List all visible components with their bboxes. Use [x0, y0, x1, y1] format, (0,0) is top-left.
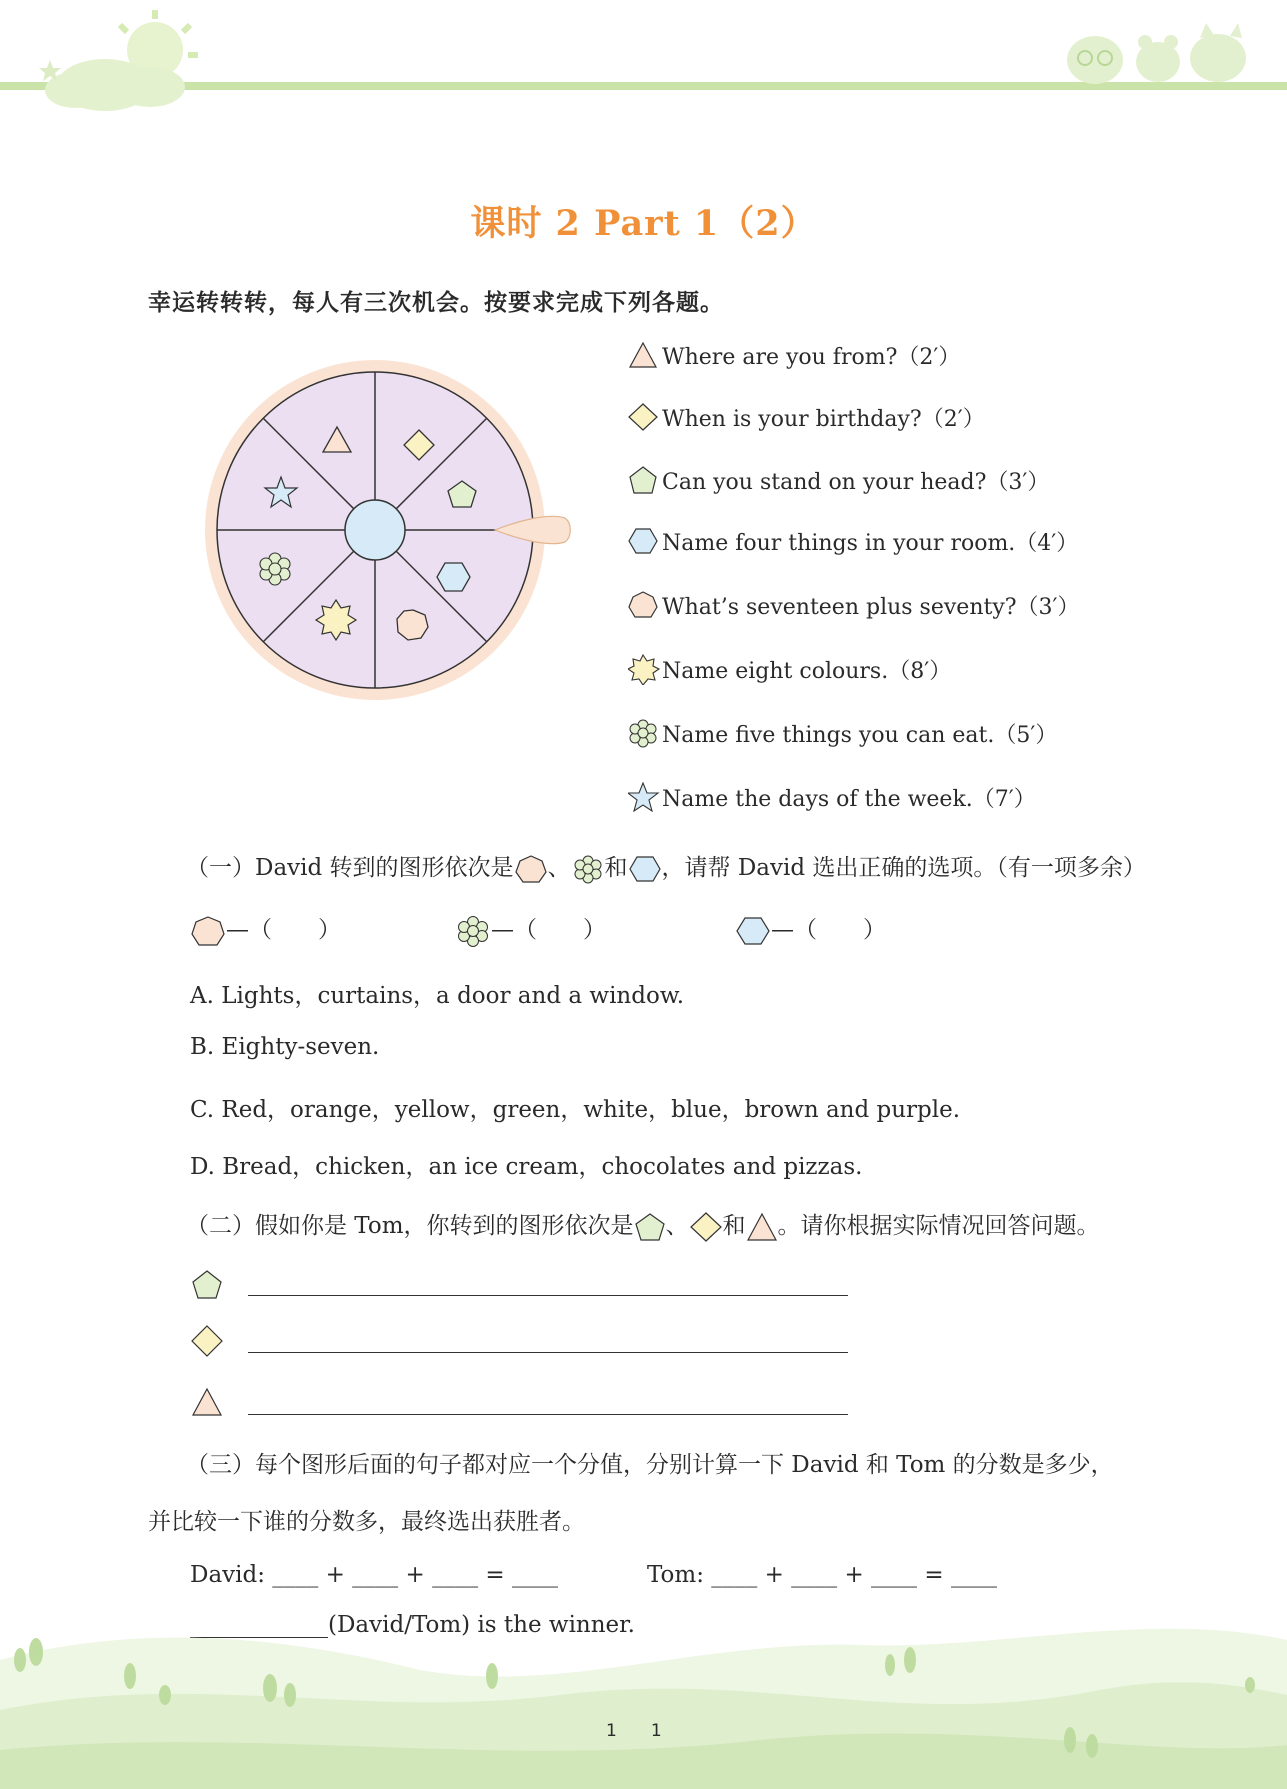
- tom-score[interactable]: Tom: ____ + ____ + ____ = ____: [647, 1562, 997, 1588]
- question-item: [628, 340, 960, 371]
- flower-icon: [571, 853, 605, 885]
- diamond-icon: [190, 1324, 224, 1358]
- question-text: Where are you from?（2′）: [662, 345, 961, 370]
- pentagon-icon: [634, 1211, 666, 1243]
- intro-instruction: 幸运转转转，每人有三次机会。按要求完成下列各题。: [148, 290, 724, 316]
- answer-line-triangle[interactable]: [248, 1394, 848, 1415]
- question-item: [628, 654, 951, 685]
- question-text: Name the days of the week.（7′）: [662, 787, 1036, 812]
- page-title: 课时 2 Part 1（2）: [470, 203, 817, 244]
- pentagon-icon: [190, 1268, 224, 1302]
- question-text: Can you stand on your head?（3′）: [662, 470, 1050, 495]
- answer-blank-2[interactable]: —（ ）: [455, 911, 606, 948]
- question-text: What’s seventeen plus seventy?（3′）: [662, 595, 1080, 620]
- question-item: [628, 718, 1057, 749]
- hexagon-icon: [628, 526, 660, 557]
- triangle-icon: [746, 1211, 778, 1243]
- answer-blank-1[interactable]: —（ ）: [190, 911, 341, 948]
- question-text: Name four things in your room.（4′）: [662, 531, 1079, 556]
- star-icon: [628, 782, 660, 813]
- diamond-icon: [689, 1211, 723, 1243]
- option-a: A. Lights，curtains，a door and a window.: [190, 983, 685, 1009]
- answer-line-diamond[interactable]: [248, 1332, 848, 1353]
- diamond-icon: [628, 402, 660, 433]
- question-item: [628, 782, 1036, 813]
- heptagon-icon: [190, 914, 226, 948]
- triangle-icon: [628, 340, 660, 371]
- hexagon-icon: [735, 914, 771, 948]
- hexagon-icon: [628, 853, 662, 885]
- lucky-wheel: [200, 355, 580, 705]
- option-b: B. Eighty-seven.: [190, 1034, 380, 1060]
- landscape-footer: [0, 1600, 1287, 1789]
- answer-blank-3[interactable]: —（ ）: [735, 911, 886, 948]
- question-item: [628, 590, 1080, 621]
- question-text: When is your birthday?（2′）: [662, 407, 985, 432]
- burst-star-icon: [628, 654, 660, 685]
- answer-line-pentagon[interactable]: [248, 1275, 848, 1296]
- flower-icon: [455, 914, 491, 948]
- option-d: D. Bread，chicken，an ice cream，chocolates and pizzas.: [190, 1154, 863, 1180]
- option-c: C. Red，orange，yellow，green，white，blue，brown and purple.: [190, 1097, 961, 1123]
- part1-instruction: （一）David 转到的图形依次是 、 和 ，请帮 David 选出正确的选项。（有一项多余）: [186, 849, 1146, 885]
- part2-instruction: （二）假如你是 Tom，你转到的图形依次是 、 和 。请你根据实际情况回答问题。: [186, 1207, 1100, 1243]
- animals-icon: [1060, 20, 1260, 85]
- question-item: [628, 526, 1078, 557]
- question-text: Name five things you can eat.（5′）: [662, 723, 1058, 748]
- triangle-icon: [190, 1386, 224, 1418]
- page-number: 1 1: [606, 1721, 662, 1741]
- pentagon-icon: [628, 465, 660, 496]
- part3-instruction-line1: （三）每个图形后面的句子都对应一个分值，分别计算一下 David 和 Tom 的分数是多少，: [186, 1452, 1114, 1478]
- david-score[interactable]: David: ____ + ____ + ____ = ____: [190, 1562, 558, 1588]
- sun-cloud-icon: [20, 5, 210, 115]
- heptagon-icon: [628, 590, 660, 621]
- heptagon-icon: [514, 853, 548, 885]
- winner-line: (David/Tom) is the winner.: [190, 1612, 635, 1638]
- question-item: [628, 402, 985, 433]
- part3-instruction-line2: 并比较一下谁的分数多，最终选出获胜者。: [148, 1509, 585, 1535]
- flower-icon: [628, 718, 660, 749]
- question-item: [628, 465, 1049, 496]
- question-text: Name eight colours.（8′）: [662, 659, 952, 684]
